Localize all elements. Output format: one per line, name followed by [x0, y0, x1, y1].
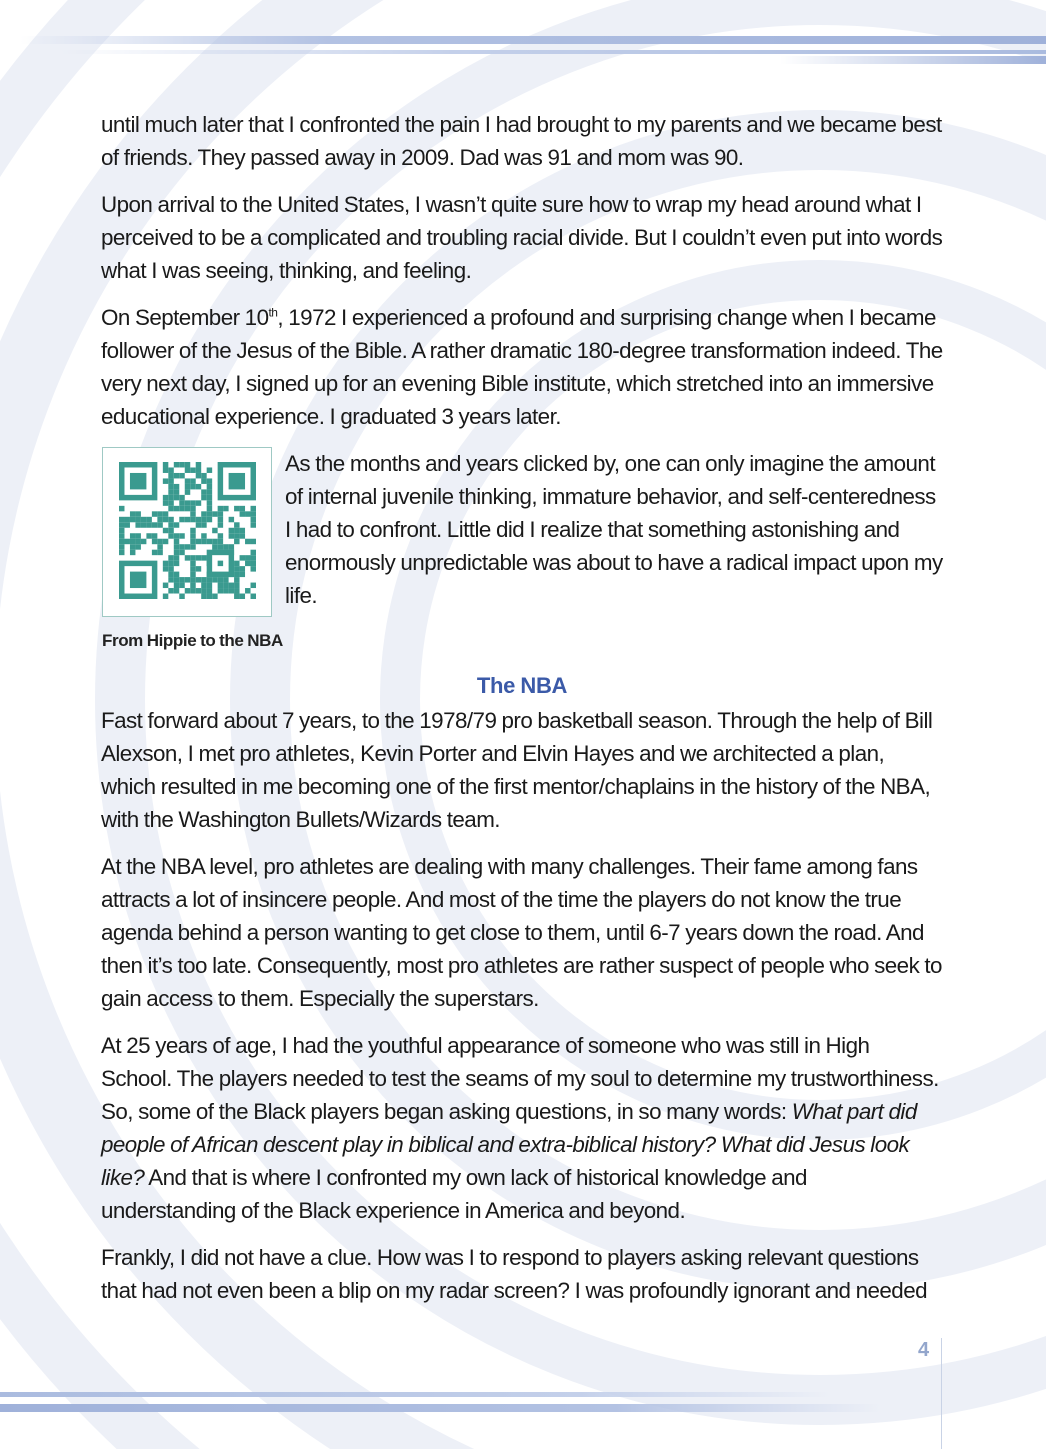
paragraph: Fast forward about 7 years, to the 1978/79 pro basketball season. Through the help of Bill Alexson, I met pro athletes, Kevin Porter and Elvin Hayes and we architected a plan, which resulted in me becoming one of the first mentor/chaplains in the history of the NBA, with the Washington Bullets/Wizards team. [101, 708, 933, 832]
qr-code[interactable] [102, 447, 272, 617]
paragraph-25-years [101, 1029, 943, 1227]
page-number-rule [941, 1338, 942, 1449]
italic-question: What part did people of African descent play in biblical and extra-biblical history? What did Jesus look like? [101, 1099, 917, 1190]
page-number: 4 [918, 1339, 930, 1361]
paragraph: Upon arrival to the United States, I wasn’t quite sure how to wrap my head around what I perceived to be a complicated and troubling racial divide. But I couldn’t even put into words what I was seeing, thinking, and feeling. [101, 192, 943, 283]
qr-caption: From Hippie to the NBA [102, 631, 283, 650]
section-heading: The NBA [476, 673, 568, 698]
text-fragment: , 1972 I experienced a profound and surprising change when I became follower of the Jesus of the Bible. A rather dramatic 180-degree transformation indeed. The very next day, I signed up for an evening Bible institute, which stretched into an immersive educational experience. I graduated 3 years later. [101, 305, 943, 429]
text-fragment: And that is where I confronted my own lack of historical knowledge and understanding of the Black experience in America and beyond. [101, 1165, 807, 1223]
paragraph: At the NBA level, pro athletes are dealing with many challenges. Their fame among fans attracts a lot of insincere people. And most of the time the players do not know the true agenda behind a person wanting to get close to them, until 6-7 years down the road. And then it’s too late. Consequently, most pro athletes are rather suspect of people who seek to gain access to them. Especially the superstars. [101, 854, 942, 1011]
text-fragment: At 25 years of age, I had the youthful appearance of someone who was still in High School. The players needed to test the seams of my soul to determine my trustworthiness. So, some of the Black players began asking questions, in so many words: [101, 1033, 939, 1124]
top-stripe-thick [20, 36, 1046, 44]
qr-code-icon [119, 462, 256, 599]
qr-section [101, 447, 943, 665]
bottom-stripe-thin [0, 1392, 830, 1397]
paragraph: As the months and years clicked by, one can only imagine the amount of internal juvenile thinking, immature behavior, and self-centeredness I had to confront. Little did I realize that something astonishing and enormously unpredictable was about to have a radical impact upon my life. [285, 451, 943, 608]
top-stripe-right [780, 56, 1046, 64]
paragraph: until much later that I confronted the pain I had brought to my parents and we became best of friends. They passed away in 2009. Dad was 91 and mom was 90. [101, 112, 942, 170]
superscript: th [268, 305, 278, 320]
bottom-stripe-thick [0, 1404, 880, 1412]
top-stripe-thin [60, 50, 1046, 54]
text-fragment: On September 10 [101, 305, 269, 330]
paragraph: Frankly, I did not have a clue. How was I to respond to players asking relevant questions that had not even been a blip on my radar screen? I was profoundly ignorant and needed [101, 1245, 928, 1303]
paragraph-september [101, 301, 943, 433]
page-content [101, 108, 943, 1321]
